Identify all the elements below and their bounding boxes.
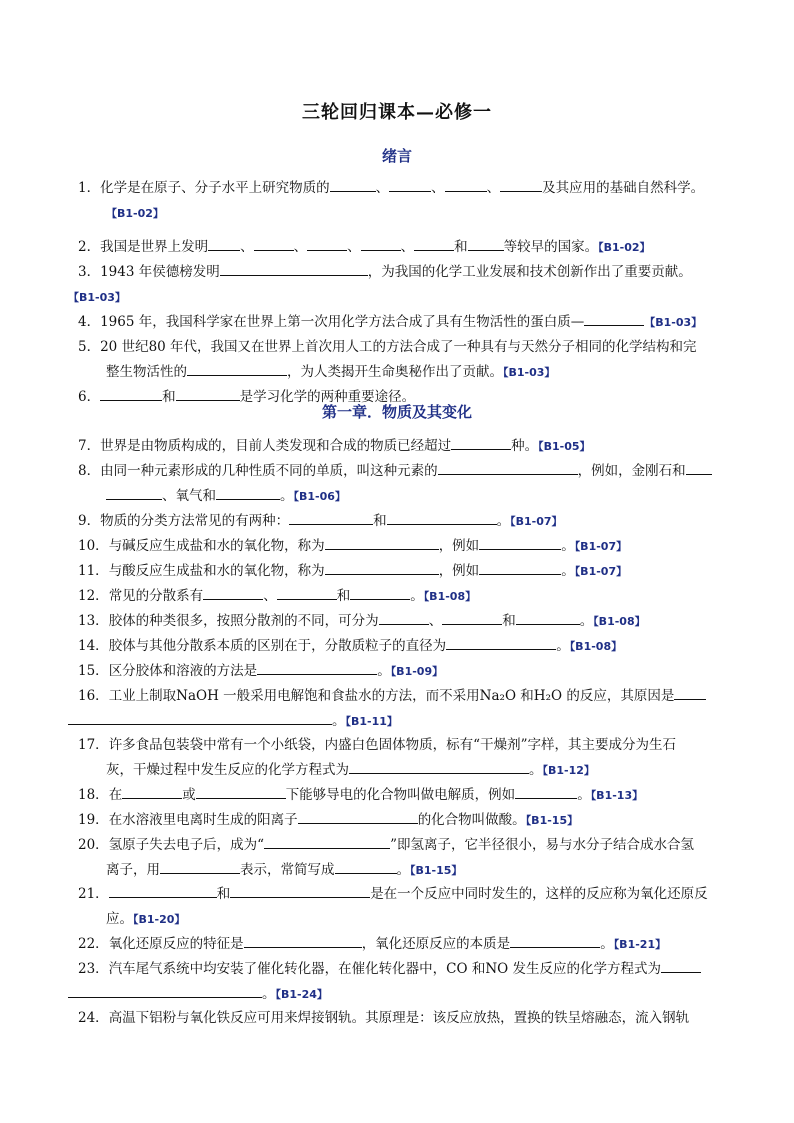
question-text: 、	[400, 239, 415, 255]
question-text: 、	[431, 180, 445, 196]
answer-blank[interactable]	[349, 759, 529, 774]
question-line	[109, 886, 708, 902]
answer-blank[interactable]	[68, 710, 332, 725]
answer-blank[interactable]	[307, 236, 347, 251]
textbook-reference-tag: 【B1-06】	[293, 490, 346, 503]
question-text: 常见的分散系有	[108, 588, 204, 604]
question-text: 20 世纪80 年代，我国又在世界上首次用人工的方法合成了一种具有与天然分子相同的化学结构和完	[100, 339, 697, 355]
question-item	[78, 385, 728, 410]
answer-blank[interactable]	[109, 883, 217, 898]
textbook-reference-tag: 【B1-15】	[410, 864, 463, 877]
textbook-reference-tag: 【B1-20】	[133, 913, 186, 926]
answer-blank[interactable]	[379, 610, 429, 625]
question-text: 、	[486, 180, 501, 196]
question-text: 是学习化学的两种重要途径。	[239, 389, 416, 405]
answer-blank[interactable]	[325, 560, 439, 575]
question-number: 15．	[78, 663, 109, 679]
question-line	[100, 463, 712, 479]
question-item	[78, 509, 728, 534]
question-item	[78, 310, 728, 335]
textbook-reference-tag: 【B1-12】	[542, 764, 595, 777]
question-text: 许多食品包装袋中常有一个小纸袋，内盛白色固体物质，标有“干燥剂”字样，其主要成分为生石	[108, 737, 676, 753]
answer-blank[interactable]	[68, 983, 262, 998]
question-continuation	[78, 858, 728, 883]
question-line	[100, 438, 590, 454]
question-number: 14．	[78, 638, 109, 654]
question-text: 。	[396, 862, 410, 878]
question-text: 化学是在原子、分子水平上研究物质的	[100, 180, 330, 196]
question-item	[78, 684, 728, 734]
answer-blank[interactable]	[479, 535, 561, 550]
question-line	[109, 563, 627, 579]
question-line	[109, 837, 694, 853]
textbook-reference-tag: 【B1-02】	[598, 241, 651, 254]
question-line	[100, 180, 704, 196]
question-text: 世界是由物质构成的，目前人类发现和合成的物质已经超过	[100, 438, 452, 454]
question-text: 氢原子失去电子后，成为“	[108, 837, 265, 853]
question-number: 4．	[78, 314, 101, 330]
question-number: 23．	[78, 961, 109, 977]
question-item	[78, 733, 728, 783]
question-item	[78, 434, 728, 459]
question-line	[100, 513, 562, 529]
question-text: 区分胶体和溶液的方法是	[108, 663, 258, 679]
question-number: 2．	[78, 239, 101, 255]
question-continuation	[68, 709, 728, 734]
question-item	[78, 833, 728, 883]
question-text: 等较早的国家。	[503, 239, 599, 255]
textbook-reference-tag: 【B1-03】	[68, 291, 126, 304]
question-text: ，例如，金刚石和	[577, 463, 686, 479]
question-item	[78, 609, 728, 634]
answer-blank[interactable]	[100, 386, 162, 401]
page-title: 三轮回归课本—必修一	[302, 102, 492, 123]
textbook-reference-tag: 【B1-07】	[510, 515, 563, 528]
question-text: 胶体的种类很多，按照分散剂的不同，可分为	[108, 613, 379, 629]
question-item	[78, 932, 728, 957]
question-line	[100, 314, 702, 330]
answer-blank[interactable]	[289, 510, 373, 525]
question-text: 在水溶液里电离时生成的阳离子	[108, 812, 298, 828]
answer-blank[interactable]	[389, 177, 431, 192]
question-number: 18．	[78, 787, 109, 803]
question-text: 。	[332, 713, 346, 729]
textbook-reference-tag: 【B1-02】	[106, 207, 164, 220]
question-text: 氧化还原反应的特征是	[108, 936, 244, 952]
textbook-reference-tag: 【B1-08】	[569, 640, 623, 653]
question-number: 9．	[78, 513, 101, 529]
question-line	[109, 1010, 690, 1026]
question-text: 。	[377, 663, 391, 679]
question-text: 、	[240, 239, 254, 255]
textbook-reference-tag: 【B1-21】	[613, 938, 667, 951]
question-number: 5．	[78, 339, 101, 355]
question-text: 我国是世界上发明	[100, 239, 209, 255]
question-number: 10．	[78, 538, 109, 554]
textbook-reference-tag: 【B1-05】	[538, 440, 591, 453]
question-item	[78, 957, 728, 1007]
answer-blank[interactable]	[445, 177, 487, 192]
answer-blank[interactable]	[442, 610, 502, 625]
answer-blank[interactable]	[350, 585, 410, 600]
question-item	[68, 260, 728, 310]
answer-blank[interactable]	[216, 485, 280, 500]
question-item	[78, 534, 728, 559]
textbook-reference-tag: 【B1-07】	[574, 540, 628, 553]
question-item	[78, 335, 728, 385]
question-item	[78, 176, 728, 226]
answer-blank[interactable]	[500, 177, 542, 192]
question-line	[109, 961, 701, 977]
question-text: 是在一个反应中同时发生的，这样的反应称为氧化还原反	[370, 886, 708, 902]
answer-blank[interactable]	[387, 510, 497, 525]
question-number: 6．	[78, 389, 101, 405]
question-text: 由同一种元素形成的几种性质不同的单质，叫这种元素的	[100, 463, 438, 479]
answer-blank[interactable]	[661, 958, 701, 973]
answer-blank[interactable]	[203, 585, 263, 600]
answer-blank[interactable]	[335, 859, 397, 874]
question-text: 与碱反应生成盐和水的氧化物，称为	[108, 538, 325, 554]
question-text: 。	[561, 538, 575, 554]
question-text: 。	[579, 613, 594, 629]
question-continuation	[78, 484, 728, 509]
question-item	[78, 559, 728, 584]
answer-blank[interactable]	[187, 361, 287, 376]
question-text: 。	[262, 986, 276, 1002]
textbook-reference-tag: 【B1-03】	[644, 316, 703, 329]
question-text: 和	[216, 886, 231, 902]
question-text: 和	[162, 389, 176, 405]
question-text: 和	[373, 513, 387, 529]
question-text: 和	[336, 588, 351, 604]
answer-blank[interactable]	[584, 311, 644, 326]
question-number: 22．	[78, 936, 109, 952]
question-continuation	[68, 982, 728, 1007]
question-text: 下能够导电的化合物叫做电解质，例如	[285, 787, 516, 803]
question-text: 与酸反应生成盐和水的氧化物，称为	[108, 563, 325, 579]
question-item	[78, 634, 728, 659]
question-text: 工业上制取NaOH 一般采用电解饱和食盐水的方法，而不采用Na₂O 和H₂O 的反应，其原因是	[108, 688, 675, 704]
textbook-reference-tag: 【B1-08】	[593, 615, 646, 628]
answer-blank[interactable]	[264, 834, 390, 849]
question-text: 的化合物叫做酸。	[417, 812, 526, 828]
question-text: ，为人类揭开生命奥秘作出了贡献。	[287, 364, 503, 380]
question-number: 3．	[78, 264, 101, 280]
question-continuation	[78, 907, 728, 932]
question-line	[109, 737, 676, 753]
question-continuation	[68, 285, 728, 310]
question-line	[109, 936, 666, 952]
question-item	[78, 584, 728, 609]
question-text: 物质的分类方法常见的有两种：	[100, 513, 290, 529]
question-line	[109, 638, 622, 654]
question-line	[100, 239, 650, 255]
question-line	[109, 538, 627, 554]
question-text: 。	[496, 513, 511, 529]
question-text: 、氧气和	[162, 488, 216, 504]
question-text: 、	[263, 588, 277, 604]
question-number: 13．	[78, 613, 109, 629]
question-item	[78, 459, 728, 509]
answer-blank[interactable]	[277, 585, 337, 600]
question-text: ，为我国的化学工业发展和技术创新作出了重要贡献。	[367, 264, 692, 280]
question-number: 11．	[78, 563, 109, 579]
answer-blank[interactable]	[330, 177, 376, 192]
question-line	[109, 787, 643, 803]
textbook-reference-tag: 【B1-24】	[275, 988, 328, 1001]
question-text: 1965 年，我国科学家在世界上第一次用化学方法合成了具有生物活性的蛋白质—	[100, 314, 585, 330]
question-number: 1．	[78, 180, 101, 196]
question-text: 、	[375, 180, 390, 196]
question-text: 、	[293, 239, 308, 255]
question-text: 胶体与其他分散系本质的区别在于，分散质粒子的直径为	[108, 638, 447, 654]
question-text: 高温下铝粉与氧化铁反应可用来焊接钢轨。其原理是：该反应放热，置换的铁呈熔融态，流入钢轨	[108, 1010, 690, 1026]
question-number: 21．	[78, 886, 109, 902]
textbook-reference-tag: 【B1-03】	[503, 366, 556, 379]
answer-blank[interactable]	[244, 933, 362, 948]
answer-blank[interactable]	[361, 236, 401, 251]
question-text: ”即氢离子，它半径很小，易与水分子结合成水合氢	[390, 837, 694, 853]
answer-blank[interactable]	[196, 784, 286, 799]
question-text: 1943 年侯德榜发明	[100, 264, 220, 280]
answer-blank[interactable]	[298, 809, 418, 824]
question-text: ，例如	[438, 538, 480, 554]
question-number: 16．	[78, 688, 109, 704]
question-item	[78, 808, 728, 833]
question-text: 。	[600, 936, 614, 952]
textbook-reference-tag: 【B1-07】	[574, 565, 628, 578]
question-item	[78, 882, 728, 932]
question-text: 。	[529, 762, 543, 778]
answer-blank[interactable]	[479, 560, 561, 575]
question-line	[100, 264, 692, 280]
question-text: 灰，干燥过程中发生反应的化学方程式为	[106, 762, 349, 778]
question-text: 。	[577, 787, 591, 803]
question-line	[100, 339, 696, 355]
question-number: 7．	[78, 438, 101, 454]
question-text: 。	[561, 563, 575, 579]
answer-blank[interactable]	[122, 784, 182, 799]
textbook-reference-tag: 【B1-11】	[345, 715, 398, 728]
answer-blank[interactable]	[510, 933, 600, 948]
question-text: 。	[410, 588, 424, 604]
question-text: 种。	[511, 438, 539, 454]
question-text: 汽车尾气系统中均安装了催化转化器，在催化转化器中，CO 和NO 发生反应的化学方程式为	[108, 961, 662, 977]
question-number: 20．	[78, 837, 109, 853]
answer-blank[interactable]	[257, 660, 377, 675]
question-number: 17．	[78, 737, 109, 753]
question-text: 。	[556, 638, 570, 654]
question-text: 表示，常简写成	[240, 862, 335, 878]
question-text: 应。	[106, 911, 133, 927]
question-item	[78, 659, 728, 684]
textbook-reference-tag: 【B1-09】	[390, 665, 444, 678]
question-number: 8．	[78, 463, 101, 479]
question-text: 在	[108, 787, 123, 803]
answer-blank[interactable]	[451, 435, 511, 450]
question-line	[109, 663, 443, 679]
question-continuation	[78, 201, 728, 226]
question-number: 12．	[78, 588, 109, 604]
section-title-ch1: 第一章．物质及其变化	[321, 403, 472, 421]
question-text: 、	[347, 239, 361, 255]
answer-blank[interactable]	[686, 460, 712, 475]
answer-blank[interactable]	[176, 386, 240, 401]
question-text: ，氧化还原反应的本质是	[361, 936, 511, 952]
textbook-reference-tag: 【B1-08】	[423, 590, 477, 603]
question-continuation	[78, 758, 728, 783]
answer-blank[interactable]	[230, 883, 370, 898]
answer-blank[interactable]	[160, 859, 240, 874]
question-item	[78, 235, 728, 260]
question-text: ，例如	[438, 563, 480, 579]
question-number: 19．	[78, 812, 109, 828]
question-item	[78, 783, 728, 808]
textbook-reference-tag: 【B1-15】	[525, 814, 579, 827]
question-line	[109, 613, 646, 629]
question-line	[109, 812, 578, 828]
question-text: 和	[454, 239, 468, 255]
question-text: 或	[182, 787, 196, 803]
question-continuation	[78, 360, 728, 385]
answer-blank[interactable]	[220, 261, 368, 276]
question-text: 及其应用的基础自然科学。	[542, 180, 705, 196]
answer-blank[interactable]	[106, 485, 162, 500]
answer-blank[interactable]	[438, 460, 578, 475]
answer-blank[interactable]	[208, 236, 240, 251]
question-line	[109, 588, 476, 604]
question-text: 整生物活性的	[106, 364, 187, 380]
section-title-intro: 绪言	[381, 147, 412, 165]
question-item	[78, 1006, 728, 1031]
question-line	[109, 688, 707, 704]
question-line	[100, 389, 415, 405]
answer-blank[interactable]	[446, 635, 556, 650]
answer-blank[interactable]	[254, 236, 294, 251]
answer-blank[interactable]	[414, 236, 454, 251]
answer-blank[interactable]	[325, 535, 439, 550]
answer-blank[interactable]	[468, 236, 504, 251]
answer-blank[interactable]	[516, 610, 580, 625]
question-number: 24．	[78, 1010, 109, 1026]
question-text: 、	[428, 613, 443, 629]
textbook-reference-tag: 【B1-13】	[590, 789, 644, 802]
question-text: 和	[502, 613, 516, 629]
answer-blank[interactable]	[515, 784, 577, 799]
question-text: 。	[280, 488, 294, 504]
answer-blank[interactable]	[674, 685, 706, 700]
question-text: 离子，用	[106, 862, 160, 878]
